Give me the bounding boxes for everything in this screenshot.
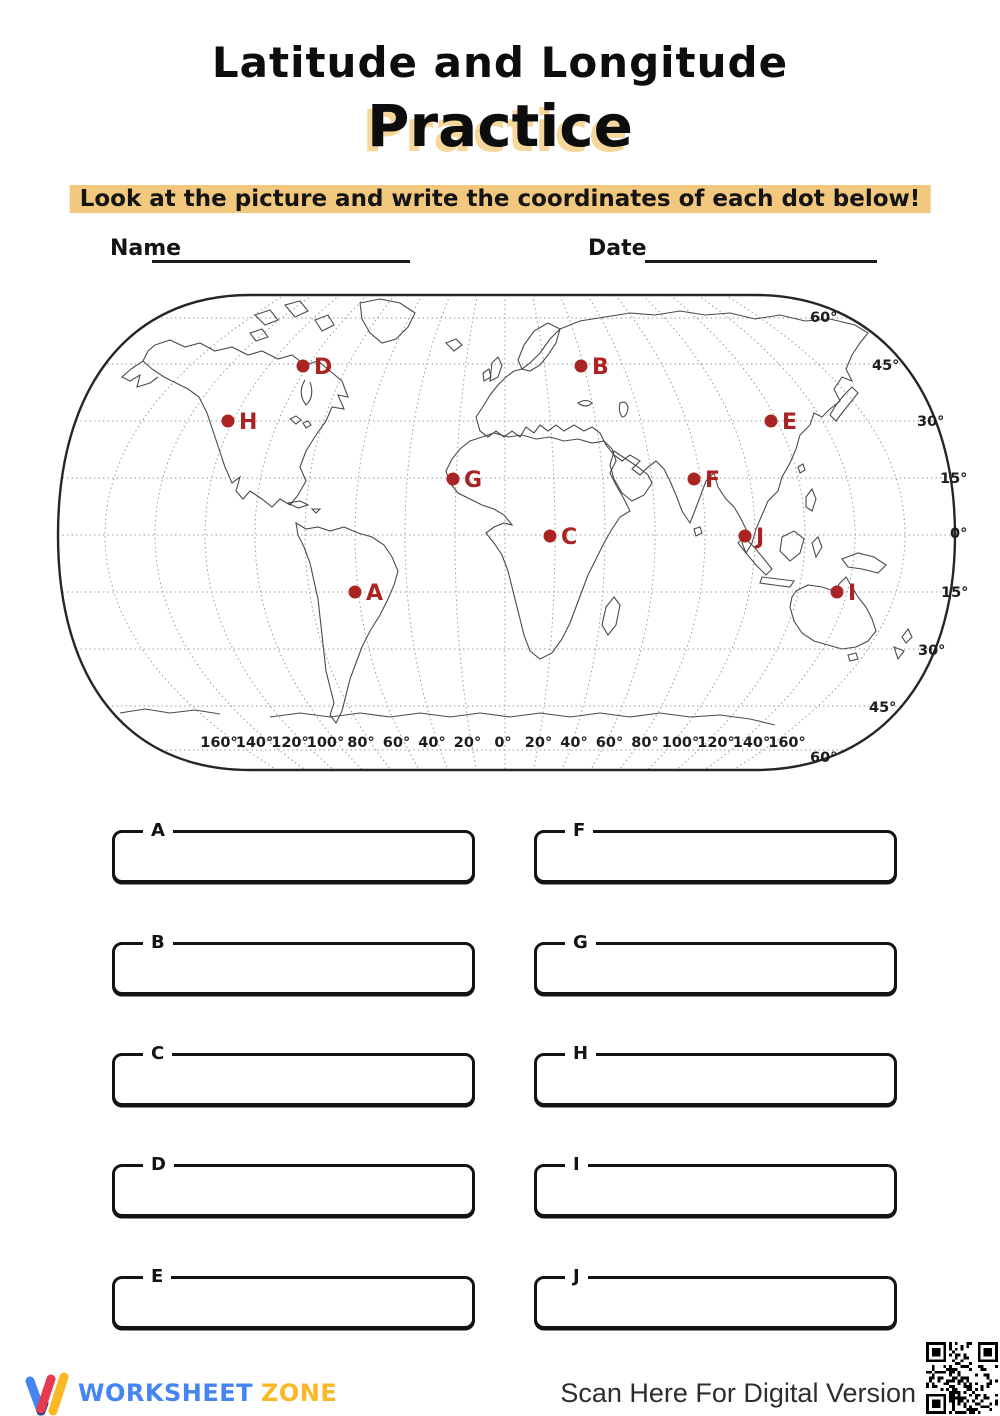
latitude-tick-label: 45° bbox=[872, 358, 900, 374]
map-dots bbox=[222, 355, 857, 606]
map-dot-A bbox=[349, 586, 362, 599]
latitude-tick-label: 0° bbox=[950, 526, 968, 542]
meridian-line bbox=[698, 295, 856, 775]
answer-box-I[interactable] bbox=[534, 1154, 897, 1217]
antarctica-coast bbox=[120, 709, 775, 725]
map-dot-E bbox=[765, 415, 778, 428]
answer-box-H[interactable] bbox=[534, 1043, 897, 1106]
longitude-tick-label: 120° bbox=[271, 735, 309, 751]
map-dot-label-F: F bbox=[705, 468, 721, 493]
map-dot-label-J: J bbox=[756, 525, 765, 550]
latitude-labels bbox=[810, 310, 968, 766]
map-dot-D bbox=[297, 360, 310, 373]
continents bbox=[120, 299, 912, 725]
map-outline bbox=[58, 295, 955, 770]
longitude-tick-label: 40° bbox=[560, 735, 588, 751]
caspian-sea bbox=[619, 402, 628, 417]
answer-box-E[interactable] bbox=[112, 1266, 475, 1329]
map-dot-label-D: D bbox=[314, 355, 333, 380]
longitude-tick-label: 140° bbox=[732, 735, 771, 751]
brand-word-worksheet: WORKSHEET bbox=[78, 1379, 253, 1407]
answer-box-letter-E: E bbox=[143, 1266, 171, 1288]
taiwan bbox=[798, 464, 805, 473]
continent-eurasia bbox=[476, 311, 868, 553]
scan-here-text: Scan Here For Digital Version bbox=[560, 1378, 916, 1408]
answer-box-letter-F: F bbox=[565, 820, 593, 842]
date-input-line[interactable] bbox=[645, 260, 877, 263]
answer-box-J[interactable] bbox=[534, 1266, 897, 1329]
answer-box-letter-C: C bbox=[143, 1043, 172, 1065]
world-map bbox=[0, 285, 1000, 785]
map-dot-label-C: C bbox=[561, 525, 578, 550]
iceland bbox=[446, 339, 462, 351]
philippines bbox=[806, 489, 816, 511]
map-dot-C bbox=[544, 530, 557, 543]
map-dot-H bbox=[222, 415, 235, 428]
map-dot-label-G: G bbox=[464, 468, 483, 493]
latitude-tick-label: 60° bbox=[810, 750, 838, 766]
latitude-tick-label: 15° bbox=[941, 585, 969, 601]
answer-box-B[interactable] bbox=[112, 932, 475, 995]
answer-box-letter-H: H bbox=[565, 1043, 596, 1065]
map-dot-label-A: A bbox=[366, 581, 384, 606]
name-input-line[interactable] bbox=[152, 260, 410, 263]
cuba-caribbean bbox=[288, 501, 320, 513]
page-subtitle: Practice bbox=[367, 92, 633, 160]
longitude-tick-label: 20° bbox=[453, 735, 482, 751]
date-label: Date bbox=[588, 236, 647, 261]
map-dot-G bbox=[447, 473, 460, 486]
hudson-bay bbox=[301, 380, 312, 405]
map-dot-J bbox=[739, 530, 752, 543]
page-title: Latitude and Longitude bbox=[211, 38, 789, 87]
longitude-tick-label: 40° bbox=[418, 735, 446, 751]
japan bbox=[830, 387, 858, 421]
meridian-line bbox=[615, 295, 705, 775]
longitude-tick-label: 100° bbox=[306, 735, 345, 751]
answer-box-A[interactable] bbox=[112, 820, 475, 883]
longitude-labels bbox=[200, 735, 806, 751]
meridian-line bbox=[455, 295, 478, 775]
longitude-tick-label: 20° bbox=[524, 735, 553, 751]
answer-box-letter-J: J bbox=[565, 1266, 588, 1288]
answer-box-F[interactable] bbox=[534, 820, 897, 883]
great-lakes bbox=[290, 416, 311, 428]
longitude-tick-label: 60° bbox=[595, 735, 624, 751]
map-dot-B bbox=[575, 360, 588, 373]
answer-box-letter-D: D bbox=[143, 1154, 174, 1176]
latitude-tick-label: 45° bbox=[869, 700, 897, 716]
longitude-tick-label: 160° bbox=[200, 735, 238, 751]
arabian-peninsula bbox=[610, 451, 652, 501]
name-label: Name bbox=[110, 236, 182, 261]
answer-box-letter-B: B bbox=[143, 932, 173, 954]
sulawesi bbox=[812, 537, 822, 557]
map-dot-label-I: I bbox=[848, 581, 857, 606]
longitude-tick-label: 140° bbox=[235, 735, 274, 751]
map-dot-I bbox=[831, 586, 844, 599]
answer-box-letter-I: I bbox=[565, 1154, 588, 1176]
british-isles bbox=[483, 357, 502, 381]
latitude-tick-label: 30° bbox=[917, 414, 945, 430]
sri-lanka bbox=[694, 527, 702, 536]
qr-code bbox=[924, 1342, 1000, 1414]
longitude-tick-label: 120° bbox=[697, 735, 735, 751]
arctic-islands bbox=[250, 301, 334, 341]
madagascar bbox=[602, 597, 620, 635]
instruction-banner: Look at the picture and write the coordinates of each dot below! bbox=[70, 185, 931, 213]
longitude-tick-label: 80° bbox=[347, 735, 375, 751]
new-guinea bbox=[842, 553, 886, 573]
java bbox=[760, 577, 794, 587]
map-dot-label-B: B bbox=[592, 355, 609, 380]
answer-box-letter-G: G bbox=[565, 932, 596, 954]
latitude-tick-label: 30° bbox=[918, 643, 946, 659]
answer-box-G[interactable] bbox=[534, 932, 897, 995]
answer-box-C[interactable] bbox=[112, 1043, 475, 1106]
meridian-line bbox=[105, 295, 285, 775]
map-dot-label-E: E bbox=[782, 410, 798, 435]
greenland bbox=[360, 299, 415, 343]
longitude-tick-label: 80° bbox=[631, 735, 659, 751]
answer-box-letter-A: A bbox=[143, 820, 173, 842]
map-dot-F bbox=[688, 473, 701, 486]
map-dot-label-H: H bbox=[239, 410, 258, 435]
longitude-tick-label: 60° bbox=[382, 735, 411, 751]
answer-box-D[interactable] bbox=[112, 1154, 475, 1217]
continent-south-america bbox=[296, 523, 398, 723]
longitude-tick-label: 0° bbox=[494, 735, 512, 751]
latitude-tick-label: 60° bbox=[810, 310, 838, 326]
tasmania bbox=[848, 653, 858, 661]
brand-word-zone: ZONE bbox=[260, 1379, 338, 1407]
alaska-peninsula bbox=[122, 361, 158, 387]
graticule-grid bbox=[58, 295, 955, 775]
longitude-tick-label: 160° bbox=[768, 735, 806, 751]
latitude-tick-label: 15° bbox=[940, 471, 968, 487]
longitude-tick-label: 100° bbox=[661, 735, 700, 751]
new-zealand bbox=[894, 629, 912, 659]
black-sea bbox=[578, 401, 592, 407]
